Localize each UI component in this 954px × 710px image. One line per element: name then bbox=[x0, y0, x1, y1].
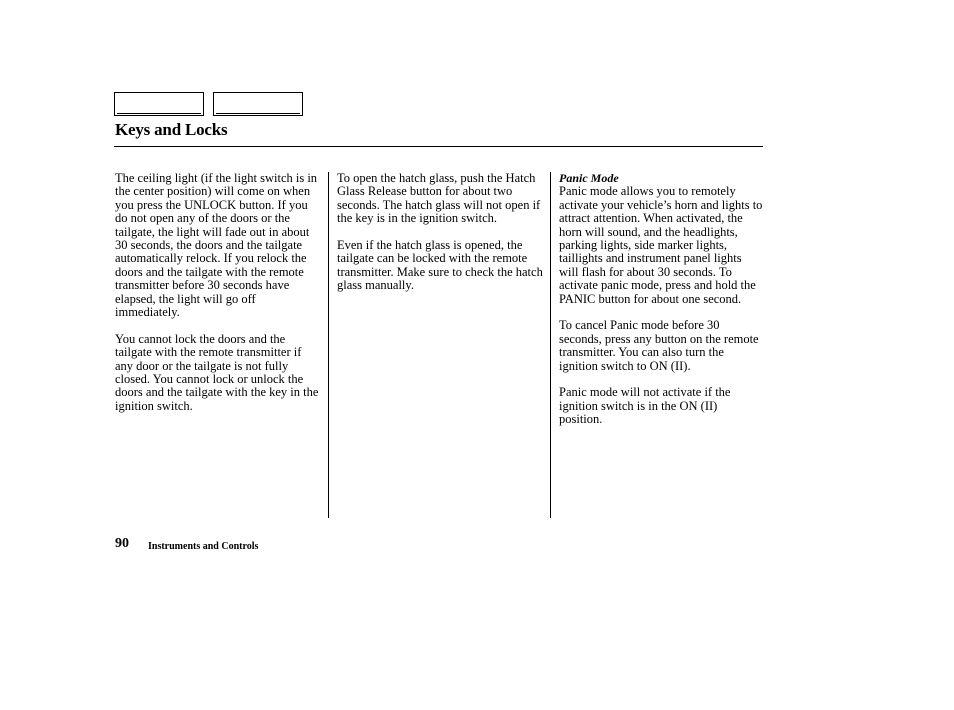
column-divider-1 bbox=[328, 172, 329, 518]
panic-mode-subheading: Panic Mode bbox=[559, 171, 619, 185]
paragraph: You cannot lock the doors and the tailgate with the remote transmitter if any door or the tailgate is not fully closed. You cannot lock or unlock the doors and the tailgate with the key in the ignition switch. bbox=[115, 331, 319, 413]
paragraph: To cancel Panic mode before 30 seconds, press any button on the remote transmitter. You can also turn the ignition switch to ON (II). bbox=[559, 318, 759, 373]
page-number: 90 bbox=[115, 536, 129, 551]
paragraph: Panic mode will not activate if the ignition switch is in the ON (II) position. bbox=[559, 385, 731, 427]
section-tab-box-1 bbox=[114, 92, 204, 116]
paragraph: The ceiling light (if the light switch is in the center position) will come on when you press the UNLOCK button. If you do not open any of the doors or the tailgate, the light will fade out in about 30 seconds, the doors and the tailgate automatically relock. If you relock the doors and the tailgate with the remote transmitter before 30 seconds have elapsed, the light will go off immediately. bbox=[115, 171, 318, 320]
text-column-2 bbox=[337, 172, 543, 306]
page-title: Keys and Locks bbox=[115, 120, 228, 139]
paragraph: Panic mode allows you to remotely activate your vehicle’s horn and lights to attract attention. When activated, the horn will sound, and the headlights, parking lights, side marker lights, taillights and instrument panel lights will flash for about 30 seconds. To activate panic mode, press and hold the PANIC button for about one second. bbox=[559, 184, 763, 306]
column-divider-2 bbox=[550, 172, 551, 518]
footer-section-label: Instruments and Controls bbox=[148, 541, 259, 552]
title-rule bbox=[114, 146, 763, 147]
section-tab-box-2 bbox=[213, 92, 303, 116]
text-column-3 bbox=[559, 172, 763, 440]
paragraph: Even if the hatch glass is opened, the tailgate can be locked with the remote transmitter. Make sure to check the hatch glass manually. bbox=[337, 238, 543, 293]
paragraph: To open the hatch glass, push the Hatch Glass Release button for about two seconds. The hatch glass will not open if the key is in the ignition switch. bbox=[337, 171, 541, 226]
text-column-1 bbox=[115, 172, 320, 427]
